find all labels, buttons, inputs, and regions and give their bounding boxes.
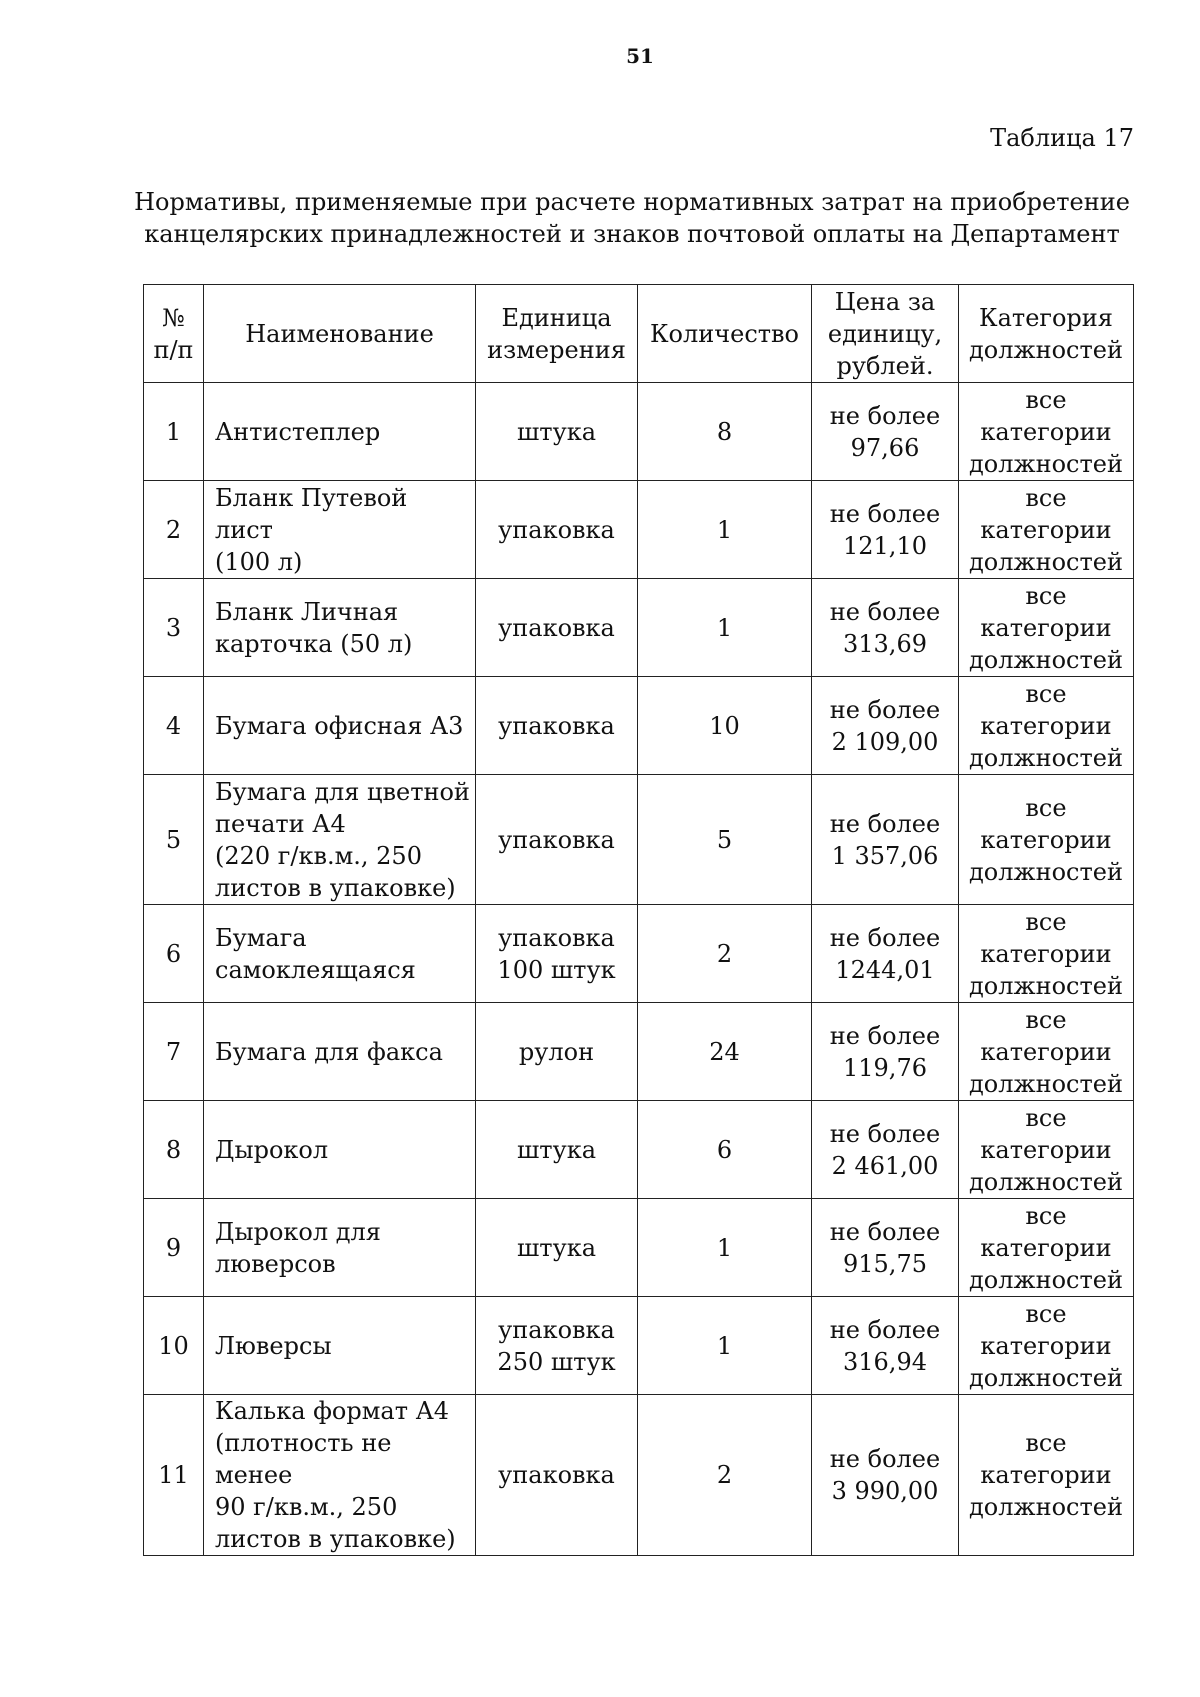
cell-name: Бланк Путевой лист (100 л) xyxy=(204,481,476,579)
cell-price: не более 1244,01 xyxy=(812,905,959,1003)
cell-num: 1 xyxy=(144,383,204,481)
cell-quantity: 1 xyxy=(638,1297,812,1395)
header-quantity: Количество xyxy=(638,285,812,383)
cell-category: все категории должностей xyxy=(959,677,1134,775)
cell-num: 6 xyxy=(144,905,204,1003)
table-label: Таблица 17 xyxy=(990,124,1134,152)
cell-num: 9 xyxy=(144,1199,204,1297)
cell-category: все категории должностей xyxy=(959,1297,1134,1395)
cell-name: Калька формат А4 (плотность не менее 90 г/кв.м., 250 листов в упаковке) xyxy=(204,1395,476,1556)
cell-num: 4 xyxy=(144,677,204,775)
cell-name: Бумага самоклеящаяся xyxy=(204,905,476,1003)
cell-quantity: 2 xyxy=(638,905,812,1003)
cell-unit: штука xyxy=(476,1199,638,1297)
table-row xyxy=(144,579,1134,677)
cell-price: не более 2 109,00 xyxy=(812,677,959,775)
cell-unit: упаковка 250 штук xyxy=(476,1297,638,1395)
cell-unit: штука xyxy=(476,383,638,481)
cell-price: не более 121,10 xyxy=(812,481,959,579)
header-price: Цена за единицу, рублей. xyxy=(812,285,959,383)
cell-unit: упаковка xyxy=(476,1395,638,1556)
cell-unit: упаковка xyxy=(476,481,638,579)
cell-quantity: 8 xyxy=(638,383,812,481)
cell-quantity: 6 xyxy=(638,1101,812,1199)
cell-num: 7 xyxy=(144,1003,204,1101)
cell-quantity: 1 xyxy=(638,1199,812,1297)
page-number: 51 xyxy=(626,44,654,68)
cell-quantity: 10 xyxy=(638,677,812,775)
cell-category: все категории должностей xyxy=(959,775,1134,905)
document-title xyxy=(132,186,1132,250)
table-row xyxy=(144,905,1134,1003)
cell-quantity: 1 xyxy=(638,481,812,579)
table-header-row xyxy=(144,285,1134,383)
table-row xyxy=(144,1003,1134,1101)
cell-name: Люверсы xyxy=(204,1297,476,1395)
header-num: № п/п xyxy=(144,285,204,383)
cell-num: 8 xyxy=(144,1101,204,1199)
cell-name: Бумага офисная А3 xyxy=(204,677,476,775)
cell-category: все категории должностей xyxy=(959,481,1134,579)
cell-name: Антистеплер xyxy=(204,383,476,481)
cell-name: Бумага для цветной печати А4 (220 г/кв.м., 250 листов в упаковке) xyxy=(204,775,476,905)
table-row xyxy=(144,1297,1134,1395)
cell-category: все категории должностей xyxy=(959,1003,1134,1101)
table-row xyxy=(144,775,1134,905)
table-row xyxy=(144,1101,1134,1199)
cell-category: все категории должностей xyxy=(959,383,1134,481)
title-line: канцелярских принадлежностей и знаков почтовой оплаты на Департамент xyxy=(144,220,1120,248)
norms-table xyxy=(143,284,1134,1556)
header-unit: Единица измерения xyxy=(476,285,638,383)
cell-price: не более 313,69 xyxy=(812,579,959,677)
cell-num: 2 xyxy=(144,481,204,579)
cell-category: все категории должностей xyxy=(959,1395,1134,1556)
cell-name: Дырокол xyxy=(204,1101,476,1199)
table-row xyxy=(144,383,1134,481)
cell-price: не более 316,94 xyxy=(812,1297,959,1395)
cell-quantity: 1 xyxy=(638,579,812,677)
cell-name: Дырокол для люверсов xyxy=(204,1199,476,1297)
cell-num: 11 xyxy=(144,1395,204,1556)
cell-name: Бумага для факса xyxy=(204,1003,476,1101)
table-body xyxy=(144,383,1134,1556)
cell-unit: упаковка 100 штук xyxy=(476,905,638,1003)
cell-unit: упаковка xyxy=(476,775,638,905)
cell-unit: штука xyxy=(476,1101,638,1199)
title-line: Нормативы, применяемые при расчете нормативных затрат на приобретение xyxy=(134,188,1130,216)
cell-num: 10 xyxy=(144,1297,204,1395)
cell-quantity: 5 xyxy=(638,775,812,905)
cell-category: все категории должностей xyxy=(959,1101,1134,1199)
cell-unit: упаковка xyxy=(476,579,638,677)
header-name: Наименование xyxy=(204,285,476,383)
table-row xyxy=(144,677,1134,775)
cell-price: не более 1 357,06 xyxy=(812,775,959,905)
cell-price: не более 97,66 xyxy=(812,383,959,481)
cell-quantity: 2 xyxy=(638,1395,812,1556)
cell-category: все категории должностей xyxy=(959,579,1134,677)
cell-category: все категории должностей xyxy=(959,905,1134,1003)
cell-price: не более 119,76 xyxy=(812,1003,959,1101)
cell-category: все категории должностей xyxy=(959,1199,1134,1297)
cell-price: не более 915,75 xyxy=(812,1199,959,1297)
header-category: Категория должностей xyxy=(959,285,1134,383)
cell-num: 5 xyxy=(144,775,204,905)
cell-name: Бланк Личная карточка (50 л) xyxy=(204,579,476,677)
cell-price: не более 2 461,00 xyxy=(812,1101,959,1199)
table-row xyxy=(144,1395,1134,1556)
cell-price: не более 3 990,00 xyxy=(812,1395,959,1556)
cell-num: 3 xyxy=(144,579,204,677)
table-row xyxy=(144,1199,1134,1297)
cell-quantity: 24 xyxy=(638,1003,812,1101)
cell-unit: рулон xyxy=(476,1003,638,1101)
table-row xyxy=(144,481,1134,579)
cell-unit: упаковка xyxy=(476,677,638,775)
